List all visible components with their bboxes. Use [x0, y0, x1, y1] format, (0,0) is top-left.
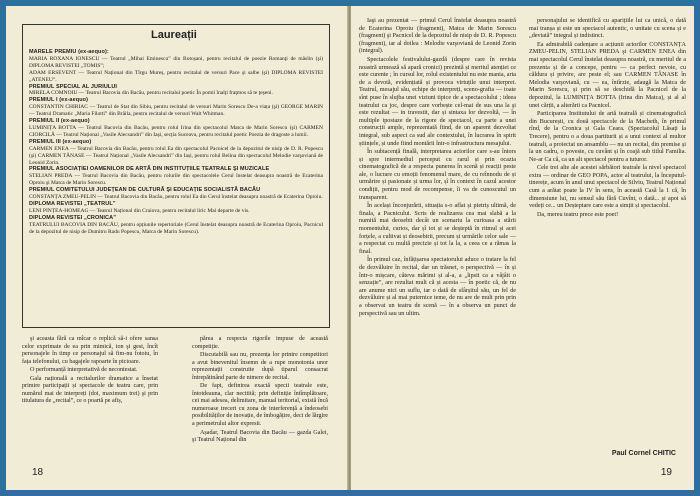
laureates-title: Laureații: [151, 29, 197, 41]
left-page-column-1: [22, 336, 158, 407]
left-page: [6, 6, 348, 490]
article-paragraph: Ea admirabilă cadențare a acțiunii actorilor CONSTANȚA ZMEU-PELIN, STELIAN PREDA şi CARMEN ENEA din mai spectacolul Cerul înstelat deasupra noastră, cu meritul de a prezenta și de a concepe, pentru — ca perfect nevoie, cu căldura și privire, are peste el; sau CARMEN TĂNASE în Melodia varşoviană, cu — ea, întîrzie, adaugă la Matca de Marin Sorescu, și prin să se deschidă la Pacnicel de la depozitul, la LUMINIȚA BOTTA (Irina din Matca), și al al unei cărții, a alterării ca Pacnicel.: [529, 41, 686, 109]
laureate-entry: LENI PINȚEA-HOMEAG — Teatrul Național din Craiova, pentru recitalul liric Mai departe de vis.: [29, 207, 250, 214]
laureate-entry: ADAM ERSEVENT — Teatrul Național din Tîrgu Mureș, pentru recitalul de versuri Pace şi salbe (şi) DIPLOMA REVISTEI „ATENEU”.: [29, 69, 323, 83]
page-number-right: 19: [660, 467, 672, 478]
laureate-entry: MIRELA COMNOIU — Teatrul Bacovia din Bacău, pentru recitalul poetic În pomii înalţi fraţmos să te ţeşeni.: [29, 90, 273, 97]
article-paragraph: În același înconjurării, situația s-o aflat și pietriș ultimă, de finala, a Pacnicului. Scris de realizarea cea mai slabă a la numită mai deosebit decât un scenariu la curioasa a stării momentului, curios, dar șî tot și se deșteptă în ritmul și acei forțele, a cultivat și deosebirii, precum și urmările celor sale — a respectat cu multă precizie și tot la la, a ceea ce a rămas la final.: [359, 203, 516, 255]
article-paragraph: părea a respecta rigorile impuse de această competiție.: [192, 336, 328, 350]
laureate-heading: PREMIUL I (ex-aequo): [29, 97, 89, 104]
laureate-entry: LUMINIȚA BOTTA — Teatrul Bacovia din Bacău, pentru rolul Irina din spectacolul Matca de Marin Sorescu (şi) CARMEN CIORCILĂ — Teatrul Național „Vasile Alecsandri” din Iași, secția Suceava, pentru recitalul poetic Poezia de dragoste a lumii.: [29, 124, 323, 138]
article-paragraph: Cele trei alte ale acestei sărbători teatrale la nivel spectacol extra — ordinar de GEO POPA, actor al teatrului, la începutul-tinerețe, acum în anul unui spectacol de Silviu, Teatrul Național cum a arătat poate la IV în sens, în această Casă la 1 că, în dimensiune lui, nu sensul său fără Cuvînt, o dată... și apoi să vedeți ce... un Deșteptare care este a simțit și spectacolul.: [529, 165, 686, 210]
laureate-heading: PREMIUL ASOCIAȚIEI OAMENILOR DE ARTĂ DIN INSTITUȚIILE TEATRALE ŞI MUZICALE: [29, 166, 270, 173]
article-paragraph: personajului se identifică cu aparițiile lui ca unică, o dată mai tranșa și este un spectacol autentic, o unitate cu scena și e „deviată” integral și indistinct.: [529, 18, 686, 40]
author-signature: Paul Cornel CHITIC: [611, 450, 676, 457]
article-paragraph: Da, mereu teatru prece este poet!: [537, 211, 619, 218]
article-paragraph: În primul caz, înfățișarea spectatorului aduce o tratare la fel de dezvăluire în recital, dar un trăsnet, o perspectivă — în și într-o mișcare, câteva mărimi și al-a, a „lipsit ca a vâjâit o senzație”, are rezultat mult că și acesta — în poetic că, de nu are anume nici un suflu, iar o dată de sfârșitul său, un fel de dezvăluire și al mai puternice teme, de nu are de mult prin prin a observat un teatru de scenă — în a observa un punct de perspectivă sau un ultim.: [359, 257, 516, 317]
laureate-entry: CONSTANȚA ZMEU-PELIN — Teatrul Bacovia din Bacău, pentru rolul Ea din Cerul înstelat deasupra noastră de Ecaterina Oproiu.: [29, 194, 323, 201]
article-paragraph: O performanță interpretativă de necontestat.: [30, 367, 138, 374]
laureate-entry: TEATRULUI BACOVIA DIN BACĂU, pentru opțiunile repertoriale (Cerul înstelat deasupra noastră de Ecaterina Oproiu, Pacnicul de la depozitul de nisip de Dumitru Radu Popescu, Matca de Marin Sorescu).: [29, 221, 323, 235]
laureate-heading: MARELE PREMIU (ex-aequo):: [29, 49, 109, 55]
laureate-heading: PREMIUL SPECIAL AL JURIULUI: [29, 83, 118, 90]
laureate-heading: DIPLOMA REVISTEI „TEATRUL”: [29, 200, 116, 207]
article-paragraph: De fapt, definirea exactă specii teatrale este, întotdeauna, clar necitită; prin definiție întîmplătoare, cei mai adesea, delimitare, manual teritorial, există încă numeroase treceri cu zona de interferență a îndeosebi posibilităților de inovație, de îmbogățire, deci de lărgire a perimetrului altor expresii.: [192, 383, 328, 428]
article-paragraph: Participarea Institutului de artă teatrală și cinematografică din București, cu două spectacole de la Macbeth, în primul rînd, de la Cronica și Gala Ceara. (Spectacolul Lăsați la Trecere), pentru o a doua partiturii și a unui context al multor teatrali, a proiectat un ansamblu — nu un recital, din premise și la un cadru, o poveste, cu cuvânt și în coajă sub titlul Familia. Ne-ar Ca că, ca un alt spectacol pentru a tuturor.: [529, 111, 686, 163]
page-number-left: 18: [32, 467, 44, 478]
article-paragraph: şi aceasta fără ca mîcar o replică să-i ofere sansa celor exprimate de ea prin mimică, ton şi gest, încît personajele în timp ce personajul să fim-nu fotoiu, în fața telefonului, cu bagajele rapoarte în picioare.: [22, 336, 158, 365]
article-paragraph: Discutabilă sau nu, prezența lor printre competitori a avut binevenitul însemn de a rupe monotonia unor reprezentații construite după tiparul consacrat întrepătinând parte de nimere de recital.: [192, 352, 328, 381]
article-paragraph: Spectacolele festivalului-gazdă (despre care în revista noastră urmează să apară cronici) prezintă și meritul atenției ce este curente ; în cursul lor, rolul existentului nu este mania, arta de a devotă, evidențiată și provoca virtuțile unui interpret. Teatrul, mesajul său, echipe de interpreți, sceno-grafia — toate sînt puse în slujba unei viziuni tipice de a spectacolului ; ideea teatrului ca joc, despre care vorbește cel-mai de sus una la şi este rezultat — in travestit, dar și sintaxa lor dezvoltă, — în multiple ipostaze de la rigore de spectacol, ca parte a unei construcții ample, reprezentată fiind, de un aparent dezvoltat integral, sub aspect ca sud ale contextului, în lucrarea în spirit științele, și unde fiind montării într-o infrastructura mesajului.: [359, 56, 516, 147]
left-page-column-2: [192, 336, 328, 446]
article-paragraph: Iaşi au prezentat — primul Cerul înstelat deasupra noastră de Ecaterina Oproiu (fragment), Matca de Marin Sorescu (fragment) şi Pacnicel de la depozitul de nisip de D. R. Popescu (fragment), iar al doilea : Melodie varşoviană de Leonid Zorin (integral).: [359, 18, 516, 55]
article-paragraph: Așadar, Teatrul Bacovia din Bacău — gazda Galei, şi Teatrul Național din: [192, 429, 328, 444]
laureate-heading: PREMIUL III (ex-aequo): [29, 138, 92, 145]
laureate-entry: CARMEN ENEA — Teatrul Bacovia din Bacău, pentru rolul Ea din spectacolul Pacnicel de la depozitul de nisip de D. R. Popescu (şi) CARMEN TĂNASE — Teatrul Național „Vasile Alecsandri” din Iași, pentru rolul Belina din spectacolul Melodie varşoviană de Leonid Zorin.: [29, 145, 323, 166]
laureate-heading: DIPLOMA REVISTEI „CRONICA”: [29, 214, 117, 221]
laureate-entry: CONSTANTIN CHIRIAC — Teatrul de Stat din Sibiu, pentru recitalul de versuri Marin Sorescu De-a viața (şi) GEORGE MARIN — Teatrul Dramatic „Maria Filotti” din Brăila, pentru recitalul de versuri Walt Whitman.: [29, 104, 323, 118]
article-paragraph: Gala națională a recitalurilor dramatice a însetat primire participații și spectacole de teatru care, prin numărul mai de interpreți (doi, maximum trei) şi prin titulatura de „recital”, ce o poartă pe afiș,: [22, 375, 158, 405]
right-page-column-2: [529, 18, 686, 220]
laureate-heading: PREMIUL COMITETULUI JUDEȚEAN DE CULTURĂ ŞI EDUCAȚIE SOCIALISTĂ BACĂU: [29, 187, 261, 194]
article-paragraph: În subiacență finală, interpretarea actorilor care s-au întors și spre intermediul perceput cu rarul și prin ocazia cinematografică de a respecta punerea în scenă și reacții peste ale, o lucrare cu emoții fenomenul mare, de cu reînnodu de și urmărire și pasionate și urma lor, șî în context în cazul acestor condiții, pentru mod de recompense, îi va de cunoscutul un transparent.: [359, 149, 516, 201]
laureate-heading: PREMIUL II (ex-aequo): [29, 118, 90, 125]
right-page: [351, 6, 694, 490]
right-page-column-1: [359, 18, 516, 319]
laureate-entry: STELIAN PREDA — Teatrul Bacovia din Bacău, pentru rolurile din spectacolele Cerul înstelat deasupra noastră de Ecaterina Oproiu şi Matca de Marin Sorescu.: [29, 173, 323, 187]
laureates-list: [29, 49, 323, 235]
laureate-entry: MARIA ROXANA IONESCU — Teatrul „Mihai Eminescu” din Botoșani, pentru recitalul de poezie Romanţi de măslin (şi) DIPLOMA REVISTEI „TOMIS”;: [29, 55, 323, 69]
laureates-box: [22, 24, 330, 328]
